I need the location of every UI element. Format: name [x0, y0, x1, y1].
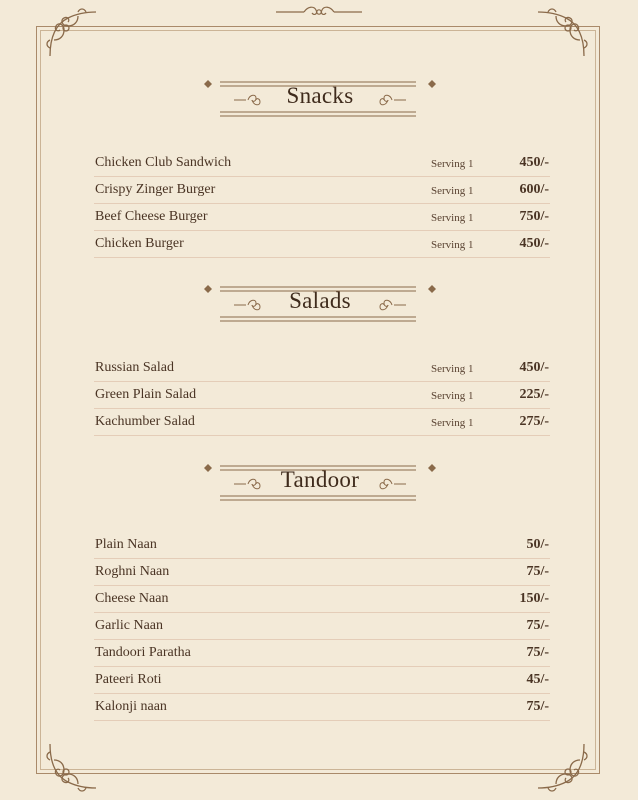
- section-title: Snacks: [286, 83, 354, 108]
- item-price: 275/-: [519, 414, 549, 429]
- item-name: Tandoori Paratha: [95, 645, 191, 660]
- corner-flourish-icon: [534, 738, 590, 794]
- menu-item: [94, 150, 550, 177]
- menu-item: [94, 204, 550, 231]
- item-list-salads: [94, 355, 550, 436]
- item-name: Crispy Zinger Burger: [95, 182, 216, 197]
- menu-item: [94, 586, 550, 613]
- item-name: Roghni Naan: [95, 564, 170, 579]
- item-price: 750/-: [519, 209, 549, 224]
- item-name: Plain Naan: [95, 537, 157, 552]
- item-name: Kachumber Salad: [95, 414, 195, 429]
- item-price: 75/-: [526, 645, 549, 660]
- item-price: 75/-: [526, 564, 549, 579]
- item-serving: Serving 1: [431, 363, 474, 375]
- item-serving: Serving 1: [431, 239, 474, 251]
- item-price: 75/-: [526, 699, 549, 714]
- item-price: 450/-: [519, 155, 549, 170]
- menu-item: [94, 382, 550, 409]
- corner-flourish-icon: [534, 6, 590, 62]
- section-header-snacks: [200, 68, 440, 132]
- menu-item: [94, 177, 550, 204]
- corner-flourish-icon: [44, 738, 100, 794]
- item-list-snacks: [94, 150, 550, 258]
- item-name: Russian Salad: [95, 360, 174, 375]
- item-serving: Serving 1: [431, 417, 474, 429]
- section-title: Tandoor: [280, 467, 360, 492]
- top-flourish-icon: [274, 4, 364, 20]
- section-title: Salads: [289, 288, 351, 313]
- item-name: Chicken Club Sandwich: [95, 155, 232, 170]
- item-price: 150/-: [519, 591, 549, 606]
- menu-item: [94, 694, 550, 721]
- item-name: Pateeri Roti: [95, 672, 162, 687]
- item-name: Chicken Burger: [95, 236, 184, 251]
- menu-item: [94, 667, 550, 694]
- menu-item: [94, 559, 550, 586]
- corner-flourish-icon: [44, 6, 100, 62]
- item-price: 450/-: [519, 236, 549, 251]
- item-price: 450/-: [519, 360, 549, 375]
- item-name: Green Plain Salad: [95, 387, 197, 402]
- item-name: Garlic Naan: [95, 618, 164, 633]
- item-serving: Serving 1: [431, 390, 474, 402]
- item-serving: Serving 1: [431, 185, 474, 197]
- item-price: 600/-: [519, 182, 549, 197]
- section-header-tandoor: [200, 452, 440, 516]
- menu-item: [94, 231, 550, 258]
- item-serving: Serving 1: [431, 158, 474, 170]
- menu-item: [94, 532, 550, 559]
- item-name: Beef Cheese Burger: [95, 209, 208, 224]
- item-name: Kalonji naan: [95, 699, 167, 714]
- section-header-salads: [200, 273, 440, 337]
- menu-item: [94, 613, 550, 640]
- item-name: Cheese Naan: [95, 591, 169, 606]
- item-price: 45/-: [526, 672, 549, 687]
- menu-item: [94, 640, 550, 667]
- item-price: 50/-: [526, 537, 549, 552]
- item-price: 75/-: [526, 618, 549, 633]
- menu-item: [94, 355, 550, 382]
- item-serving: Serving 1: [431, 212, 474, 224]
- item-list-tandoor: [94, 532, 550, 721]
- item-price: 225/-: [519, 387, 549, 402]
- menu-item: [94, 409, 550, 436]
